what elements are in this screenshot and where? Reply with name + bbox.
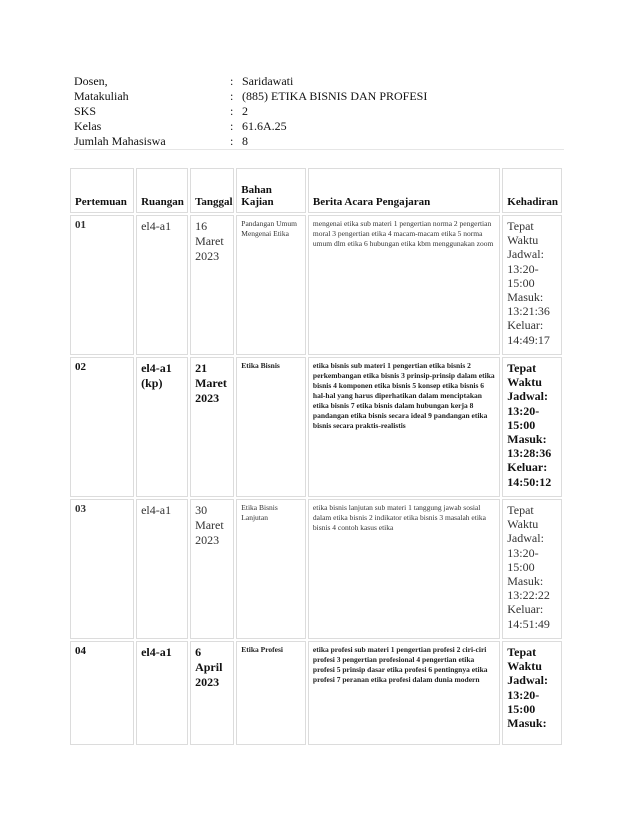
cell-tanggal: 21 Maret 2023 <box>190 357 234 497</box>
cell-bahan-kajian: Etika Bisnis <box>236 357 306 497</box>
info-row-kelas <box>74 119 427 134</box>
cell-ruangan: el4-a1 (kp) <box>136 357 188 497</box>
column-header-tanggal: Tanggal <box>190 168 234 213</box>
info-label: Kelas <box>74 119 102 133</box>
course-info <box>74 74 427 149</box>
column-header-pertemuan: Pertemuan <box>70 168 134 213</box>
info-label: Dosen, <box>74 74 108 88</box>
info-value: Saridawati <box>242 74 294 88</box>
info-row-matakuliah <box>74 89 427 104</box>
info-value: 61.6A.25 <box>242 119 287 133</box>
cell-berita-acara: mengenai etika sub materi 1 pengertian norma 2 pengertian moral 3 pengertian etika 4 macam-macam etika 5 norma umum dlm etika 6 hubungan etika kbm menggunakan zoom <box>308 215 500 355</box>
info-label: SKS <box>74 104 97 118</box>
column-header-bahan-kajian: Bahan Kajian <box>236 168 306 213</box>
info-separator: : <box>230 119 234 133</box>
cell-pertemuan: 03 <box>70 499 134 639</box>
info-separator: : <box>230 74 234 88</box>
column-header-ruangan: Ruangan <box>136 168 188 213</box>
cell-pertemuan: 02 <box>70 357 134 497</box>
cell-kehadiran: Tepat Waktu Jadwal: 13:20-15:00 Masuk: 13:21:36 Keluar: 14:49:17 <box>502 215 562 355</box>
cell-bahan-kajian: Etika Profesi <box>236 641 306 745</box>
cell-ruangan: el4-a1 <box>136 499 188 639</box>
cell-pertemuan: 01 <box>70 215 134 355</box>
column-header-berita-acara: Berita Acara Pengajaran <box>308 168 500 213</box>
table-header-row <box>70 168 562 213</box>
info-label: Jumlah Mahasiswa <box>74 134 166 148</box>
info-value: 8 <box>242 134 248 148</box>
info-separator: : <box>230 89 234 103</box>
table-row <box>70 215 562 355</box>
info-value: (885) ETIKA BISNIS DAN PROFESI <box>242 89 428 103</box>
cell-ruangan: el4-a1 <box>136 215 188 355</box>
info-row-dosen <box>74 74 427 89</box>
info-label: Matakuliah <box>74 89 129 103</box>
cell-kehadiran: Tepat Waktu Jadwal: 13:20-15:00 Masuk: <box>502 641 562 745</box>
divider <box>74 149 564 150</box>
cell-bahan-kajian: Etika Bisnis Lanjutan <box>236 499 306 639</box>
cell-berita-acara: etika profesi sub materi 1 pengertian profesi 2 ciri-ciri profesi 3 pengertian profesional 4 pengertian etika profesi 5 prinsip dasar etika profesi 6 pentingnya etika profesi 7 peranan etika profesi dalam dunia modern <box>308 641 500 745</box>
info-separator: : <box>230 104 234 118</box>
table-row <box>70 641 562 745</box>
info-separator: : <box>230 134 234 148</box>
cell-berita-acara: etika bisnis sub materi 1 pengertian etika bisnis 2 perkembangan etika bisnis 3 prinsip-prinsip dalam etika bisnis 4 komponen etika bisnis 5 konsep etika bisnis 6 hal-hal yang harus diperhatikan dalam menciptakan etika bisnis 7 etika bisnis dalam hubungan kerja 8 pandangan etika bisnis secara ideal 9 pandangan etika bisnis secara praktis-realistis <box>308 357 500 497</box>
cell-tanggal: 16 Maret 2023 <box>190 215 234 355</box>
cell-ruangan: el4-a1 <box>136 641 188 745</box>
info-row-sks <box>74 104 427 119</box>
info-row-jumlah-mahasiswa <box>74 134 427 149</box>
cell-tanggal: 30 Maret 2023 <box>190 499 234 639</box>
cell-berita-acara: etika bisnis lanjutan sub materi 1 tanggung jawab sosial dalam etika bisnis 2 indikator etika bisnis 3 masalah etika bisnis 4 contoh kasus etika <box>308 499 500 639</box>
lecture-log-table <box>68 166 564 747</box>
cell-bahan-kajian: Pandangan Umum Mengenai Etika <box>236 215 306 355</box>
table-row <box>70 357 562 497</box>
column-header-kehadiran: Kehadiran <box>502 168 562 213</box>
cell-kehadiran: Tepat Waktu Jadwal: 13:20-15:00 Masuk: 13:22:22 Keluar: 14:51:49 <box>502 499 562 639</box>
cell-tanggal: 6 April 2023 <box>190 641 234 745</box>
table-row <box>70 499 562 639</box>
cell-pertemuan: 04 <box>70 641 134 745</box>
info-value: 2 <box>242 104 248 118</box>
cell-kehadiran: Tepat Waktu Jadwal: 13:20-15:00 Masuk: 13:28:36 Keluar: 14:50:12 <box>502 357 562 497</box>
